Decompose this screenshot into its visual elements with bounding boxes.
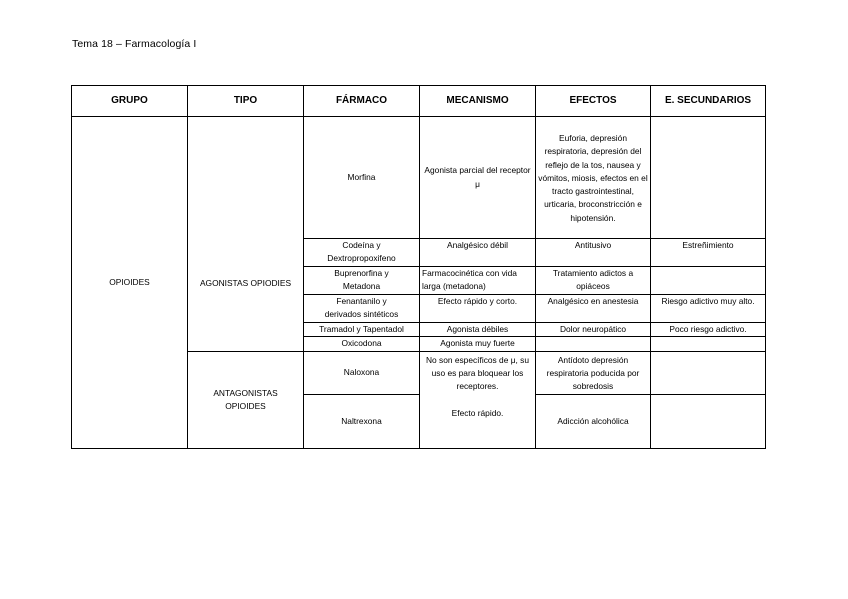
secundarios-cell: Riesgo adictivo muy alto. xyxy=(651,294,766,322)
efectos-cell: Euforia, depresión respiratoria, depresión del reflejo de la tos, nausea y vómitos, miosis, efectos en el tracto gastrointestinal, urticaria, broconstricción e hipotensión. xyxy=(536,117,651,239)
header-grupo: GRUPO xyxy=(72,86,188,117)
mecanismo-cell: Agonista parcial del receptor μ xyxy=(420,117,536,239)
tipo-agonistas-cell: AGONISTAS OPIODIES xyxy=(188,117,304,352)
secundarios-cell: Estreñimiento xyxy=(651,239,766,267)
efectos-cell: Adicción alcohólica xyxy=(536,394,651,448)
efectos-cell xyxy=(536,336,651,351)
header-mecanismo: MECANISMO xyxy=(420,86,536,117)
efectos-cell: Analgésico en anestesia xyxy=(536,294,651,322)
farmaco-cell: Fenantanilo y derivados sintéticos xyxy=(304,294,420,322)
header-tipo: TIPO xyxy=(188,86,304,117)
mecanismo-cell: Analgésico débil xyxy=(420,239,536,267)
table-header-row xyxy=(72,86,766,117)
farmaco-cell: Tramadol y Tapentadol xyxy=(304,322,420,336)
grupo-cell: OPIOIDES xyxy=(72,117,188,449)
farmaco-cell: Codeína y Dextropropoxifeno xyxy=(304,239,420,267)
header-efectos: EFECTOS xyxy=(536,86,651,117)
farmaco-cell: Buprenorfina y Metadona xyxy=(304,266,420,294)
farmaco-cell: Oxicodona xyxy=(304,336,420,351)
farmaco-cell: Naltrexona xyxy=(304,394,420,448)
secundarios-cell xyxy=(651,336,766,351)
mecanismo-cell: Agonista débiles xyxy=(420,322,536,336)
document-title: Tema 18 – Farmacología I xyxy=(72,38,197,50)
efectos-cell: Dolor neuropático xyxy=(536,322,651,336)
mecanismo-cell: No son específicos de μ, su uso es para bloquear los receptores. Efecto rápido. xyxy=(420,351,536,448)
efectos-cell: Antídoto depresión respiratoria poducida por sobredosis xyxy=(536,351,651,394)
table-row xyxy=(72,117,766,239)
farmaco-cell: Naloxona xyxy=(304,351,420,394)
mecanismo-cell: Agonista muy fuerte xyxy=(420,336,536,351)
mecanismo-cell: Efecto rápido y corto. xyxy=(420,294,536,322)
secundarios-cell: Poco riesgo adictivo. xyxy=(651,322,766,336)
efectos-cell: Antitusivo xyxy=(536,239,651,267)
secundarios-cell xyxy=(651,266,766,294)
secundarios-cell xyxy=(651,117,766,239)
mecanismo-cell: Farmacocinética con vida larga (metadona) xyxy=(420,266,536,294)
secundarios-cell xyxy=(651,394,766,448)
tipo-antagonistas-cell: ANTAGONISTAS OPIOIDES xyxy=(188,351,304,448)
header-farmaco: FÁRMACO xyxy=(304,86,420,117)
efectos-cell: Tratamiento adictos a opiáceos xyxy=(536,266,651,294)
farmaco-cell: Morfina xyxy=(304,117,420,239)
header-secundarios: E. SECUNDARIOS xyxy=(651,86,766,117)
pharmacology-table xyxy=(71,85,766,449)
secundarios-cell xyxy=(651,351,766,394)
